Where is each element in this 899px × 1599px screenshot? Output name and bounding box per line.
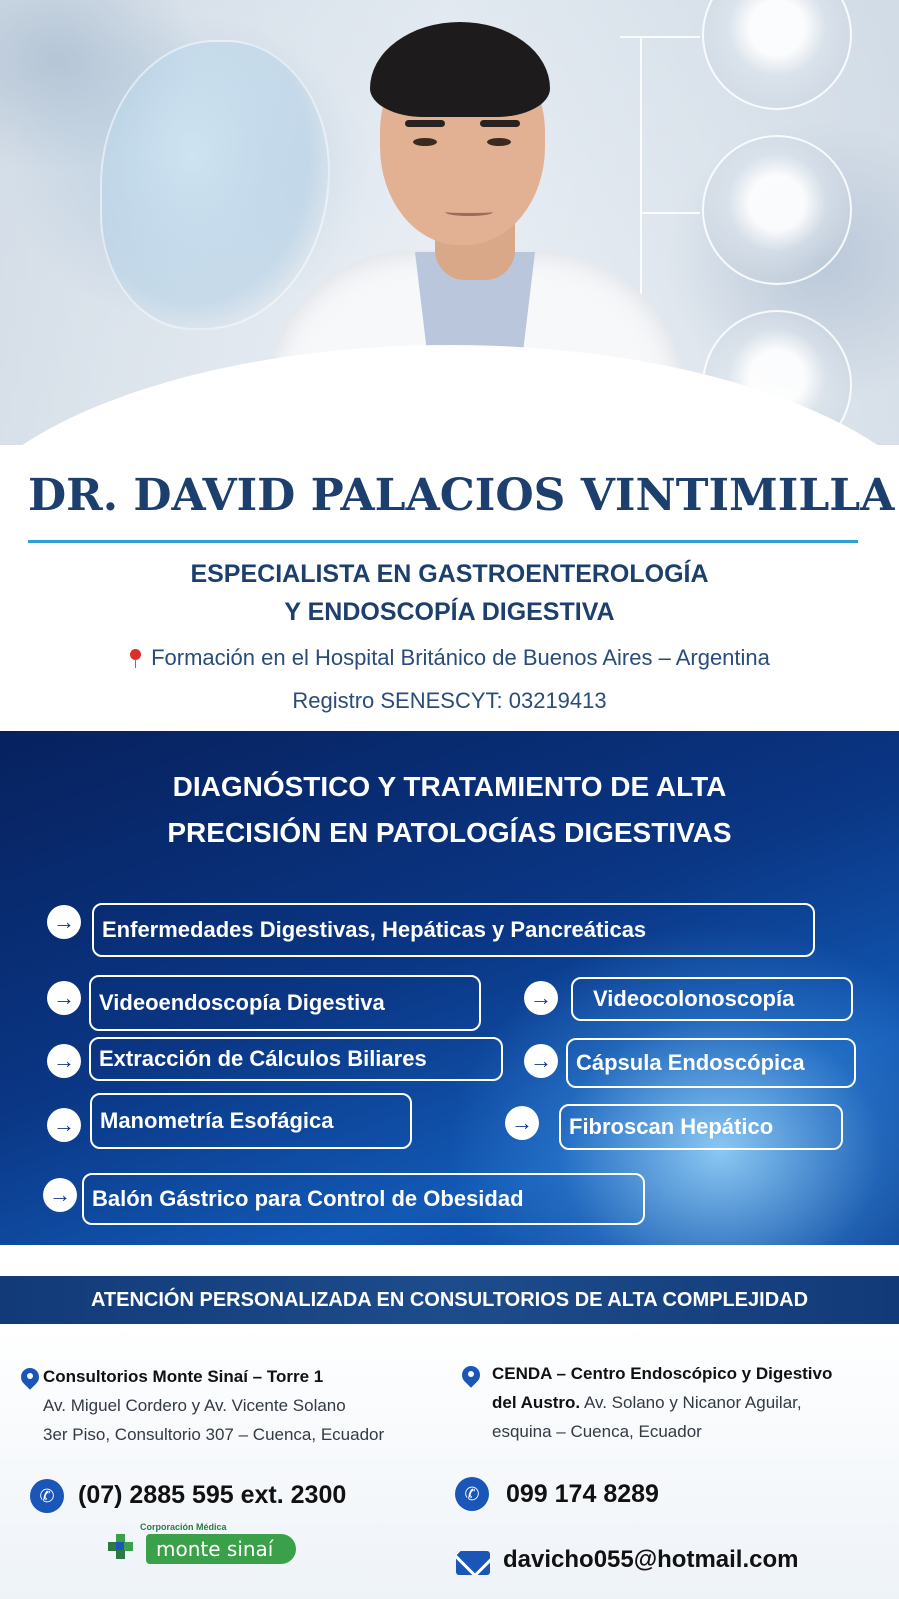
service-item: Videoendoscopía Digestiva [89, 975, 481, 1031]
mouth [445, 208, 493, 216]
service-item: Videocolonoscopía [571, 977, 853, 1021]
training-text: Formación en el Hospital Británico de Buenos Aires – Argentina [151, 645, 770, 670]
services-panel [0, 731, 899, 1245]
landline-phone[interactable]: (07) 2885 595 ext. 2300 [78, 1481, 347, 1509]
eye [413, 138, 437, 146]
location-pin-icon [21, 1368, 39, 1394]
monte-sinai-logo [108, 1522, 298, 1572]
service-item: Balón Gástrico para Control de Obesidad [82, 1173, 645, 1225]
services-heading-line-1: DIAGNÓSTICO Y TRATAMIENTO DE ALTA [172, 771, 727, 802]
address-line: Av. Miguel Cordero y Av. Vicente Solano [43, 1396, 346, 1415]
logo-cross-icon [108, 1534, 134, 1560]
address-monte-sinai [43, 1362, 384, 1449]
service-item: Enfermedades Digestivas, Hepáticas y Pancreáticas [92, 903, 815, 957]
hair [370, 22, 550, 117]
arrow-right-icon: → [47, 981, 81, 1015]
location-name-text: del Austro. [492, 1393, 581, 1412]
consultorios-banner: ATENCIÓN PERSONALIZADA EN CONSULTORIOS DE ALTA COMPLEJIDAD [0, 1276, 899, 1324]
doctor-name: DR. DAVID PALACIOS VINTIMILLA [28, 470, 895, 521]
training-info [0, 645, 899, 671]
address-cenda [492, 1359, 832, 1446]
address-line [492, 1388, 832, 1417]
logo-tagline: Corporación Médica [140, 1522, 227, 1532]
mobile-phone[interactable]: 099 174 8289 [506, 1480, 659, 1508]
service-item: Fibroscan Hepático [559, 1104, 843, 1150]
address-line: esquina – Cuenca, Ecuador [492, 1422, 702, 1441]
address-line: 3er Piso, Consultorio 307 – Cuenca, Ecuador [43, 1425, 385, 1444]
location-name [43, 1362, 384, 1391]
eyebrow [405, 120, 445, 127]
arrow-right-icon: → [524, 981, 558, 1015]
location-name-text: CENDA – Centro Endoscópico y Digestivo [492, 1364, 833, 1383]
address-text: Av. Solano y Nicanor Aguilar, [580, 1393, 802, 1412]
logo-wordmark: monte sinaí [146, 1534, 296, 1564]
arrow-right-icon: → [505, 1106, 539, 1140]
arrow-right-icon: → [47, 1044, 81, 1078]
eye [487, 138, 511, 146]
eyebrow [480, 120, 520, 127]
arrow-right-icon: → [524, 1044, 558, 1078]
email-address[interactable]: davicho055@hotmail.com [503, 1546, 799, 1573]
registration-number: Registro SENESCYT: 03219413 [292, 688, 607, 713]
service-item: Cápsula Endoscópica [566, 1038, 856, 1088]
phone-icon: ✆ [30, 1479, 64, 1513]
specialty-line-2: Y ENDOSCOPÍA DIGESTIVA [284, 598, 615, 626]
mail-icon [456, 1551, 490, 1575]
phone-icon: ✆ [455, 1477, 489, 1511]
services-heading-line-2: PRECISIÓN EN PATOLOGÍAS DIGESTIVAS [167, 817, 732, 848]
location-name-text: Consultorios Monte Sinaí – Torre 1 [43, 1367, 324, 1386]
service-item: Extracción de Cálculos Biliares [89, 1037, 503, 1081]
specialty-line-1: ESPECIALISTA EN GASTROENTEROLOGÍA [190, 560, 709, 588]
location-name [492, 1359, 832, 1388]
hero-photo [0, 0, 899, 445]
service-item: Manometría Esofágica [90, 1093, 412, 1149]
location-pin-icon [129, 649, 141, 667]
arrow-right-icon: → [47, 1108, 81, 1142]
capsule-image [702, 135, 852, 285]
location-pin-icon [462, 1366, 480, 1392]
arrow-right-icon: → [47, 905, 81, 939]
name-underline [28, 540, 858, 543]
arrow-right-icon: → [43, 1178, 77, 1212]
